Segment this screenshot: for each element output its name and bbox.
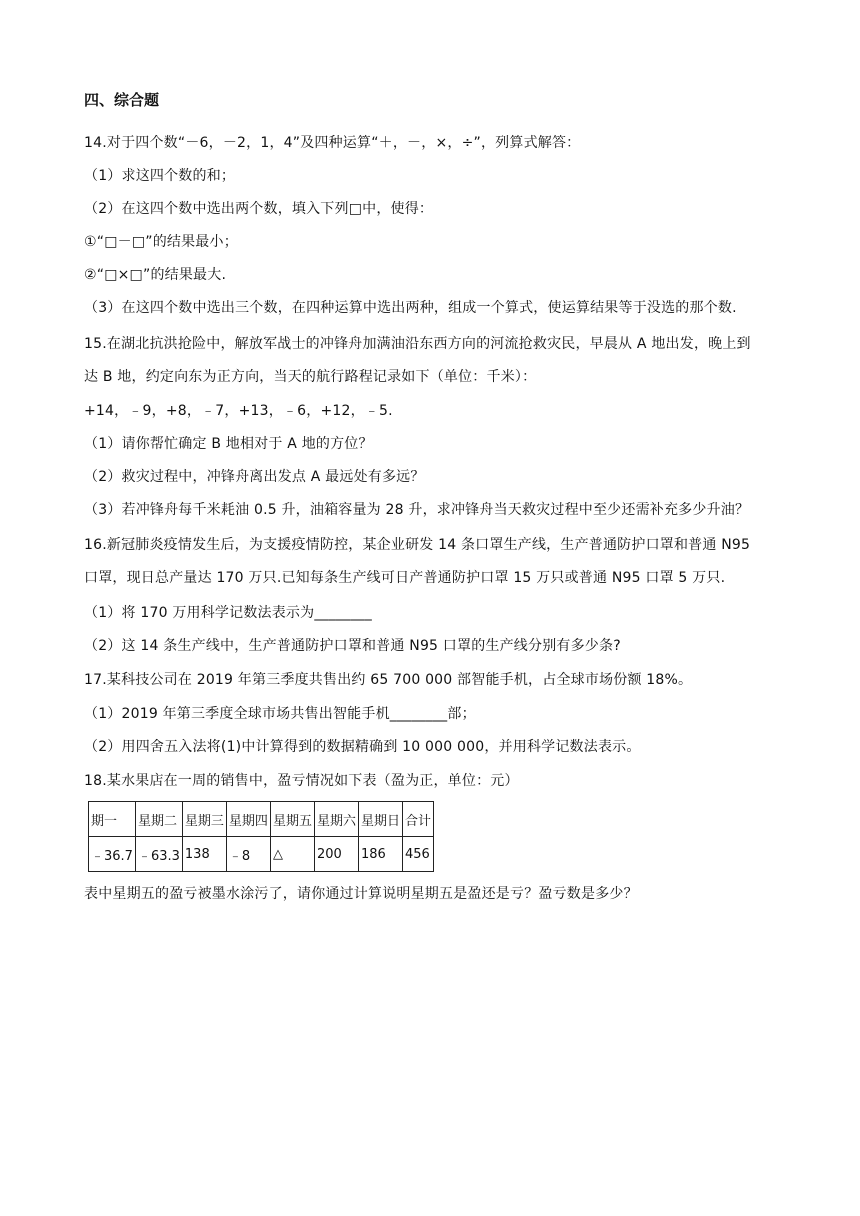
q14-part2b: ②“□×□”的结果最大. [84,267,227,283]
q17-part1: （1）2019 年第三季度全球市场共售出智能手机________部； [84,706,476,722]
q17-stem: 17.某科技公司在 2019 年第三季度共售出约 65 700 000 部智能手机，占全球市场份额 18%。 [84,672,693,688]
q16-stem-line1: 16.新冠肺炎疫情发生后，为支援疫情防控，某企业研发 14 条口罩生产线，生产普通防护口罩和普通 N95 [84,537,751,553]
table-header-cell: 星期日 [358,802,402,837]
section-title: 四、综合题 [84,91,160,109]
table-header-cell: 合计 [402,802,433,837]
table-header-cell: 星期六 [314,802,358,837]
table-value-cell: 200 [314,837,358,872]
q15-part2: （2）救灾过程中，冲锋舟离出发点 A 最远处有多远？ [84,469,425,485]
table-header-cell: 星期五 [270,802,314,837]
table-header-row [89,802,434,837]
q15-part3: （3）若冲锋舟每千米耗油 0.5 升，油箱容量为 28 升，求冲锋舟当天救灾过程中至少还需补充多少升油？ [84,502,750,518]
q14-stem: 14.对于四个数“－6，－2，1，4”及四种运算“＋，－，×，÷”，列算式解答： [84,135,581,151]
table-header-cell: 星期三 [182,802,226,837]
q16-part1: （1）将 170 万用科学记数法表示为________ [84,605,372,621]
q15-stem-line2: 达 B 地，约定向东为正方向，当天的航行路程记录如下（单位：千米）： [84,369,537,385]
table-value-cell: 186 [358,837,402,872]
q15-record: +14，﹣9，+8，﹣7，+13，﹣6，+12，﹣5. [84,403,393,419]
table-value-cell: ﹣8 [226,837,270,872]
table-value-cell: 456 [402,837,433,872]
q16-part2: （2）这 14 条生产线中，生产普通防护口罩和普通 N95 口罩的生产线分别有多少条? [84,638,621,654]
profit-loss-table [88,801,434,872]
q14-part1: （1）求这四个数的和； [84,168,236,184]
q14-part2a: ①“□－□”的结果最小； [84,234,238,250]
q15-stem-line1: 15.在湖北抗洪抢险中，解放军战士的冲锋舟加满油沿东西方向的河流抢救灾民，早晨从 A 地出发，晚上到 [84,336,751,352]
table-value-cell: ﹣63.3 [135,837,182,872]
table-header-cell: 期一 [89,802,136,837]
q17-part2: （2）用四舍五入法将(1)中计算得到的数据精确到 10 000 000，并用科学记数法表示。 [84,739,641,755]
q15-part1: （1）请你帮忙确定 B 地相对于 A 地的方位？ [84,436,373,452]
table-header-cell: 星期二 [135,802,182,837]
table-header-cell: 星期四 [226,802,270,837]
table-value-row [89,837,434,872]
q18-stem: 18.某水果店在一周的销售中，盈亏情况如下表（盈为正，单位：元） [84,773,519,789]
table-value-cell: △ [270,837,314,872]
table-value-cell: ﹣36.7 [89,837,136,872]
table-value-cell: 138 [182,837,226,872]
q14-part2: （2）在这四个数中选出两个数，填入下列□中，使得： [84,201,434,217]
q16-stem-line2: 口罩，现日总产量达 170 万只.已知每条生产线可日产普通防护口罩 15 万只或普通 N95 口罩 5 万只. [84,570,726,586]
q14-part3: （3）在这四个数中选出三个数，在四种运算中选出两种，组成一个算式，使运算结果等于没选的那个数. [84,300,737,316]
q18-question: 表中星期五的盈亏被墨水涂污了，请你通过计算说明星期五是盈还是亏？盈亏数是多少？ [84,886,638,902]
